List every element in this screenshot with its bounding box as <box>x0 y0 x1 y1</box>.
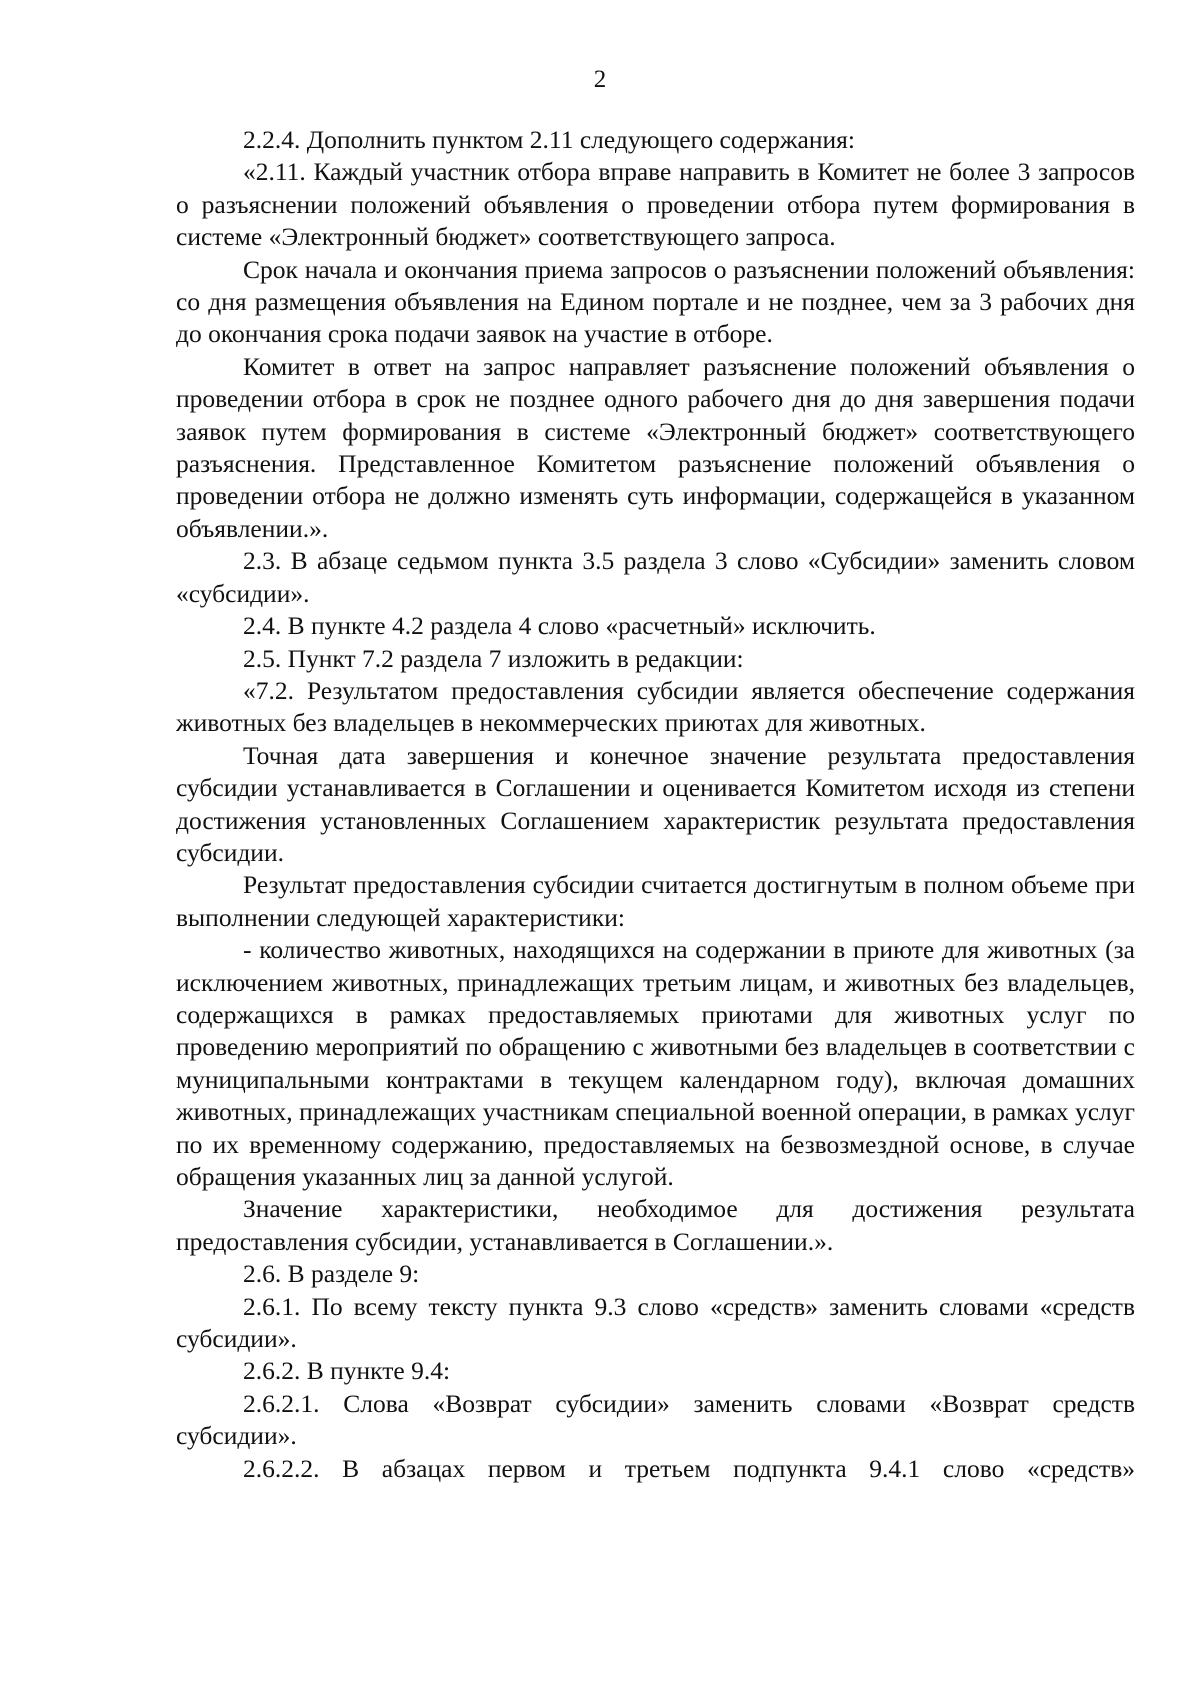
paragraph-result-achieved: Результат предоставления субсидии считается достигнутым в полном объеме при выполнении следующей характеристики: <box>176 870 1135 932</box>
paragraph-2-4: 2.4. В пункте 4.2 раздела 4 слово «расчетный» исключить. <box>243 611 876 641</box>
paragraph-animal-count: - количество животных, находящихся на содержании в приюте для животных (за исключением животных, принадлежащих третьим лицам, и животных без владельцев, содержащихся в рамках предоставляемых приютами для животных услуг по проведению мероприятий по обращению с животными без владельцев в соответствии с муниципальными контрактами в текущем календарном году), включая домашних животных, принадлежащих участникам специальной военной операции, в рамках услуг по их временному содержанию, предоставляемых на безвозмездной основе, в случае обращения указанных лиц за данной услугой. <box>176 935 1135 1191</box>
paragraph-2-6-2-1: 2.6.2.1. Слова «Возврат субсидии» заменить словами «Возврат средств субсидии». <box>176 1388 1135 1451</box>
paragraph-2-11: «2.11. Каждый участник отбора вправе направить в Комитет не более 3 запросов о разъяснении положений объявления о проведении отбора путем формирования в системе «Электронный бюджет» соответствующего запроса. <box>176 157 1135 252</box>
paragraph-2-6: 2.6. В разделе 9: <box>243 1259 420 1289</box>
paragraph-2-6-1: 2.6.1. По всему тексту пункта 9.3 слово «средств» заменить словами «средств субсидии». <box>176 1291 1135 1354</box>
paragraph-characteristic-value: Значение характеристики, необходимое для достижения результата предоставления субсидии, устанавливается в Соглашении.». <box>176 1194 1135 1256</box>
paragraph-2-6-2: 2.6.2. В пункте 9.4: <box>243 1356 451 1386</box>
paragraph-committee-response: Комитет в ответ на запрос направляет разъяснение положений объявления о проведении отбора в срок не позднее одного рабочего дня до дня завершения подачи заявок путем формирования в системе «Электронный бюджет» соответствующего разъяснения. Представленное Комитетом разъяснение положений объявления о проведении отбора не должно изменять суть информации, содержащейся в указанном объявлении.». <box>176 351 1135 543</box>
paragraph-2-6-2-2: 2.6.2.2. В абзацах первом и третьем подпункта 9.4.1 слово «средств» <box>243 1453 1135 1483</box>
page-number: 2 <box>593 66 607 93</box>
paragraph-7-2: «7.2. Результатом предоставления субсидии является обеспечение содержания животных без владельцев в некоммерческих приютах для животных. <box>176 675 1135 738</box>
paragraph-request-period: Срок начала и окончания приема запросов о разъяснении положений объявления: со дня размещения объявления на Едином портале и не позднее, чем за 3 рабочих дня до окончания срока подачи заявок на участие в отборе. <box>176 254 1135 349</box>
document-body <box>176 124 1135 1485</box>
paragraph-2-3: 2.3. В абзаце седьмом пункта 3.5 раздела 3 слово «Субсидии» заменить словом «субсидии». <box>176 546 1135 608</box>
paragraph-2-5: 2.5. Пункт 7.2 раздела 7 изложить в редакции: <box>243 643 744 673</box>
paragraph-2-2-4: 2.2.4. Дополнить пунктом 2.11 следующего содержания: <box>243 125 855 154</box>
paragraph-exact-date: Точная дата завершения и конечное значение результата предоставления субсидии устанавливается в Соглашении и оценивается Комитетом исходя из степени достижения установленных Соглашением характеристик результата предоставления субсидии. <box>176 740 1135 867</box>
